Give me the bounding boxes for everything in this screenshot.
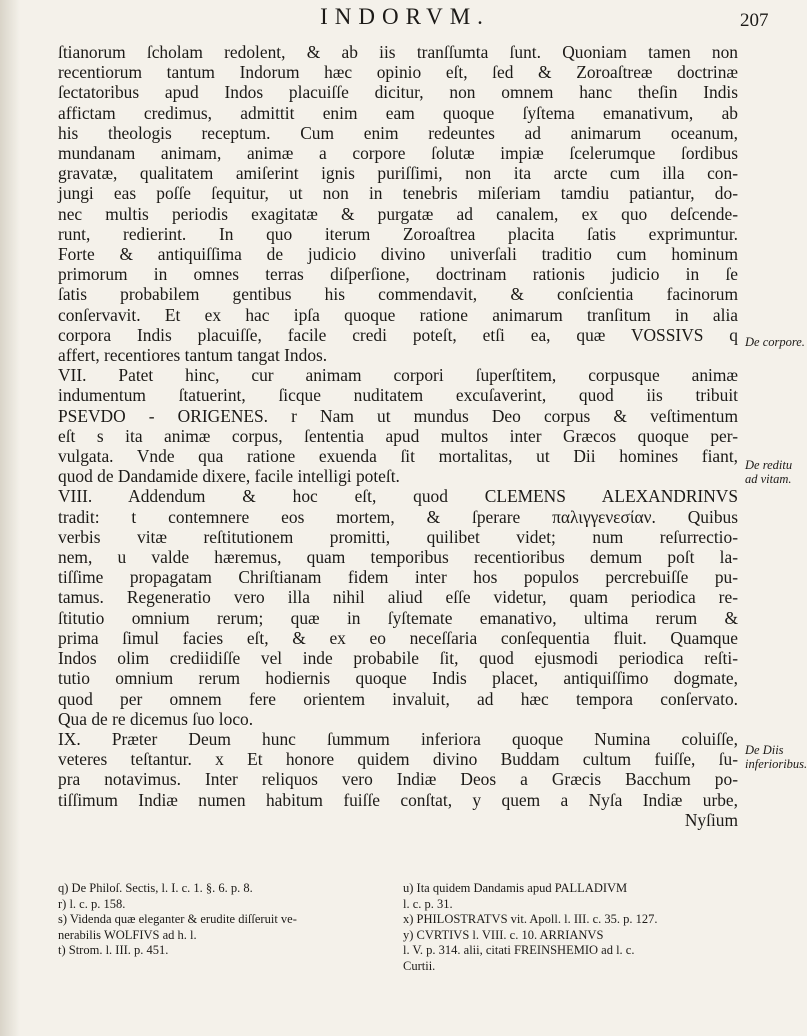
catchword: Nyſium	[684, 809, 738, 830]
text-line: prima ſimul facies eſt, & ex eo neceſſaria conſequentia fluit. Quamque	[58, 627, 738, 648]
text-line: mundanam animam, animæ a corpore ſolutæ impiæ ſcelerumque ſordibus	[58, 143, 738, 164]
text-line: tutio omnium rerum hodiernis quoque Indis placet, antiquiſſimo dogmate,	[58, 668, 738, 689]
footnotes-left-column	[58, 881, 393, 959]
text-line: his theologis receptum. Cum enim redeuntes ad animarum oceanum,	[58, 122, 738, 143]
text-line: VIII. Addendum & hoc eſt, quod CLEMENS ALEXANDRINVS	[58, 486, 738, 507]
footnote: Curtii.	[403, 958, 436, 973]
footnote: l. c. p. 31.	[403, 896, 453, 911]
text-line: runt, redierint. In quo iterum Zoroaſtrea placita ſatis exprimuntur.	[58, 223, 738, 244]
text-line: PSEVDO - ORIGENES. r Nam ut mundus Deo corpus & veſtimentum	[58, 405, 738, 426]
section-vii	[58, 365, 738, 486]
text-line: quod de Dandamide dixere, facile intelligi poteſt.	[58, 466, 400, 487]
text-line: Indos olim crediidiſſe vel inde probabile ſit, quod ejusmodi periodica reſti-	[58, 648, 738, 669]
footnote: nerabilis WOLFIVS ad h. l.	[58, 927, 197, 942]
section-viii	[58, 486, 738, 728]
text-line: tiſſimum Indiæ numen habitum fuiſſe conſtat, y quem a Nyſa Indiæ urbe,	[58, 789, 738, 810]
text-line: tradit: t contemnere eos mortem, & ſperare παλιγγενεσίαν. Quibus	[58, 506, 738, 527]
text-line: vulgata. Vnde qua ratione exuenda ſit mortalitas, ut Dii homines fiant,	[58, 446, 738, 467]
footnote: u) Ita quidem Dandamis apud PALLADIVM	[403, 881, 628, 895]
text-line: verbis vitæ reſtitutionem promitti, quilibet videt; num reſurrectio-	[58, 526, 738, 547]
text-line: ſtitutio omnium rerum; quæ in ſyſtemate emanativo, ultima rerum &	[58, 607, 738, 628]
footnote: x) PHILOSTRATVS vit. Apoll. l. III. c. 35. p. 127.	[403, 912, 658, 926]
running-title: INDORVM.	[320, 4, 490, 29]
footnote: t) Strom. l. III. p. 451.	[58, 943, 169, 957]
text-line: primorum in omnes terras diſperſione, doctrinam rationis judicio in ſe	[58, 264, 738, 285]
paragraph-intro	[58, 42, 738, 365]
margin-note-ix: De Diis inferioribus.	[745, 743, 807, 771]
text-line: recentiorum tantum Indorum hæc opinio eſt, ſed & Zoroaſtreæ doctrinæ	[58, 62, 738, 83]
footnote: q) De Philoſ. Sectis, l. I. c. 1. §. 6. p. 8.	[58, 881, 253, 895]
text-line: ſectatoribus apud Indos placuiſſe dicitur, non omnem hanc theſin Indis	[58, 82, 738, 103]
footnote: r) l. c. p. 158.	[58, 896, 126, 911]
text-line: Qua de re dicemus ſuo loco.	[58, 708, 254, 729]
body-text	[58, 42, 738, 830]
margin-note-viii: De reditu ad vitam.	[745, 458, 793, 486]
text-line: affert, recentiores tantum tangat Indos.	[58, 345, 328, 366]
text-line: nec multis periodis exagitatæ & purgatæ ad canalem, ex quo deſcende-	[58, 203, 738, 224]
text-line: gravatæ, qualitatem amiſerint ignis puriſſimi, non ita arcte cum illa con-	[58, 163, 738, 184]
page-number: 207	[740, 10, 769, 31]
text-line: tamus. Regeneratio vero illa nihil aliud eſſe videtur, quam periodica re-	[58, 587, 738, 608]
footnotes-right-column	[403, 881, 748, 974]
text-line: ſatis probabilem gentibus his commendavit, & conſcientia facinorum	[58, 284, 738, 305]
footnote: l. V. p. 314. alii, citati FREINSHEMIO ad l. c.	[403, 943, 635, 957]
text-line: Forte & antiquiſſima de judicio divino univerſali traditio cum hominum	[58, 244, 738, 265]
text-line: veteres teſtantur. x Et honore quidem divino Buddam cultum fuiſſe, ſu-	[58, 749, 738, 770]
text-line: conſervavit. Et ex hac ipſa quoque ratione animarum tranſitum in alia	[58, 304, 738, 325]
footnote: y) CVRTIVS l. VIII. c. 10. ARRIANVS	[403, 927, 604, 942]
text-line: quod per omnem fere orientem invaluit, ad hæc tempora conſervato.	[58, 688, 738, 709]
text-line: tiſſime propagatam Chriſtianam fidem inter hos populos percrebuiſſe pu-	[58, 567, 738, 588]
text-line: indumentum ſtatuerint, ſicque nuditatem excuſaverint, quod iis tribuit	[58, 385, 738, 406]
text-line: eſt s ita animæ corpus, ſententia apud multos inter Græcos quoque per-	[58, 425, 738, 446]
section-ix	[58, 729, 738, 830]
margin-note-vii: De corpore.	[745, 335, 805, 349]
text-line: pra notavimus. Inter reliquos vero Indiæ Deos a Græcis Bacchum po-	[58, 769, 738, 790]
text-line: VII. Patet hinc, cur animam corpori ſuperſtitem, corpusque animæ	[58, 365, 738, 386]
text-line: jungi eas poſſe ſequitur, ut non in tenebris miſeriam tamdiu patiantur, do-	[58, 183, 738, 204]
binding-gutter	[0, 0, 20, 1036]
text-line: affictam credimus, admittit enim eam quoque ſyſtema emanativum, ab	[58, 102, 738, 123]
text-line: ſtianorum ſcholam redolent, & ab iis tranſſumta ſunt. Quoniam tamen non	[58, 42, 738, 62]
text-line: nem, u valde hæremus, quam temporibus recentioribus demum poſt la-	[58, 547, 738, 568]
text-line: IX. Præter Deum hunc ſummum inferiora quoque Numina coluiſſe,	[58, 728, 738, 749]
text-line: corpora Indis placuiſſe, facile credi poteſt, etſi ea, quæ VOSSIVS q	[58, 324, 738, 345]
page-header	[0, 2, 800, 36]
footnote: s) Videnda quæ eleganter & erudite diſſeruit ve-	[58, 912, 297, 926]
